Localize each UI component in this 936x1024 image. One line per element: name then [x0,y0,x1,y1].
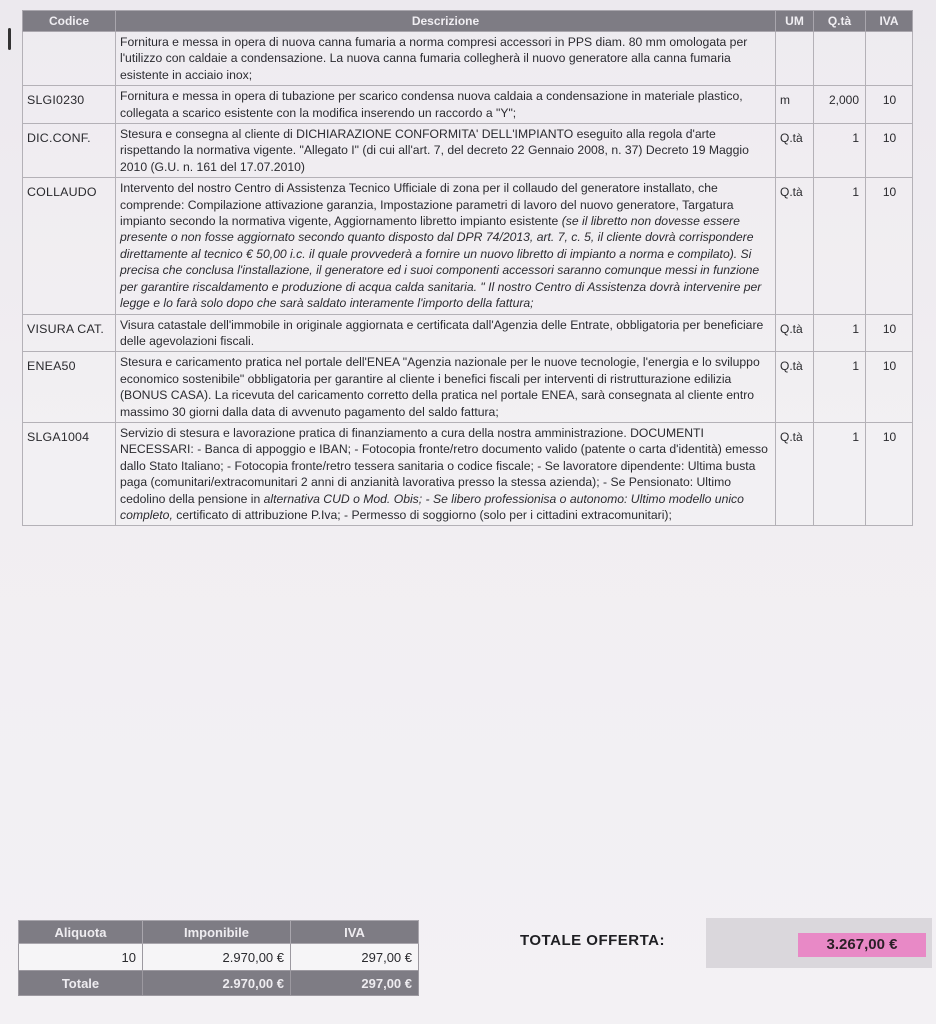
row-um: Q.tà [776,422,814,525]
summary-header-row [19,921,419,944]
row-qta: 1 [814,352,866,423]
header-um: UM [776,11,814,32]
summary-total-imponibile: 2.970,00 € [143,971,291,996]
header-iva: IVA [866,11,913,32]
summary-total-row [19,971,419,996]
table-row [23,32,913,86]
summary-imponibile: 2.970,00 € [143,944,291,971]
items-header-row [23,11,913,32]
row-qta: 1 [814,124,866,178]
row-description-part: Intervento del nostro Centro di Assistenza Tecnico Ufficiale di zona per il collaudo del generatore installato, che comprende: Compilazione attivazione garanzia, Impostazione parametri di lavoro del nuovo generatore, Targatura impianto secondo la normativa vigente, Aggiornamento libretto impianto esistente [120,181,734,229]
row-iva: 10 [866,124,913,178]
row-um: Q.tà [776,352,814,423]
row-iva: 10 [866,178,913,314]
row-code: ENEA50 [23,352,116,423]
row-um: Q.tà [776,178,814,314]
table-row [23,314,913,352]
table-row [23,86,913,124]
totale-offerta-label: TOTALE OFFERTA: [520,932,665,949]
row-description-italic-part: (se il libretto non dovesse essere presente o non fosse aggiornato secondo quanto disposto dal DPR 74/2013, art. 7, c. 5, il cliente dovrà corrispondere direttamente al tecnico € 50,00 i.c. il quale provvederà a fornire un nuovo libretto di impianto a norma e compilato). Si precisa che conclusa l'installazione, il generatore ed i suoi componenti accessori saranno comunque messi in funzione per garantire riscaldamento e produzione di acqua calda sanitaria. " Il nostro Centro di Assistenza dovrà intervenire per legge e lo farà solo dopo che sarà saldato interamente l'importo della fattura; [120,214,762,311]
page-edge-mark [8,28,11,50]
row-description [116,422,776,525]
offer-items-table [22,10,913,526]
row-iva: 10 [866,314,913,352]
row-qta [814,32,866,86]
row-code: SLGI0230 [23,86,116,124]
row-description: Fornitura e messa in opera di tubazione per scarico condensa nuova caldaia a condensazione in materiale plastico, collegata a scarico esistente con la modifica inserendo un raccordo a "Y"; [116,86,776,124]
header-summary-iva: IVA [291,921,419,944]
row-description-part: certificato di attribuzione P.Iva; - Permesso di soggiorno (solo per i cittadini extracomunitari); [172,507,672,522]
header-qta: Q.tà [814,11,866,32]
row-um: Q.tà [776,314,814,352]
row-code: DIC.CONF. [23,124,116,178]
row-code [23,32,116,86]
row-um: Q.tà [776,124,814,178]
table-row [23,178,913,314]
header-descrizione: Descrizione [116,11,776,32]
table-row [23,124,913,178]
row-description: Stesura e consegna al cliente di DICHIARAZIONE CONFORMITA' DELL'IMPIANTO eseguito alla regola d'arte rispettando la normativa vigente. "Allegato I" (di cui all'art. 7, del decreto 22 Gennaio 2008, n. 37) Decreto 19 Maggio 2010 (G.U. n. 161 del 17.07.2010) [116,124,776,178]
header-aliquota: Aliquota [19,921,143,944]
row-description [116,178,776,314]
header-codice: Codice [23,11,116,32]
row-qta: 2,000 [814,86,866,124]
table-row [23,422,913,525]
vat-summary-table [18,920,419,996]
summary-total-label: Totale [19,971,143,996]
row-description: Fornitura e messa in opera di nuova canna fumaria a norma compresi accessori in PPS diam. 80 mm omologata per l'utilizzo con caldaie a condensazione. La nuova canna fumaria collegherà il nuovo generatore alla canna fumaria esistente in acciaio inox; [116,32,776,86]
row-qta: 1 [814,178,866,314]
row-iva: 10 [866,352,913,423]
row-description: Stesura e caricamento pratica nel portale dell'ENEA "Agenzia nazionale per le nuove tecnologie, l'energia e lo sviluppo economico sostenibile" obbligatoria per garantire al cliente i benefici fiscali per interventi di ristrutturazione edilizia (BONUS CASA). La ricevuta del caricamento corretto della pratica nel portale ENEA, sarà consegnata al cliente entro massimo 30 giorni dalla data di avvenuto pagamento del saldo fattura; [116,352,776,423]
row-code: VISURA CAT. [23,314,116,352]
summary-total-iva: 297,00 € [291,971,419,996]
totale-offerta-value: 3.267,00 € [798,933,926,957]
row-qta: 1 [814,314,866,352]
row-description-part: Servizio di stesura e lavorazione pratica di finanziamento a cura della nostra amministrazione. DOCUMENTI NECESSARI: - Banca di appoggio e IBAN; - Fotocopia fronte/retro documento valido (patente o carta d'identità) emesso dallo Stato Italiano; - Fotocopia fronte/retro tessera sanitaria o codice fiscale; - Se lavoratore dipendente: Ultima busta paga (comunitari/extracomunitari 2 anni di anzianità lavorativa presso la stessa azienda); - Se Pensionato: Ultimo cedolino della pensione in [120,425,768,506]
row-description: Visura catastale dell'immobile in originale aggiornata e certificata dall'Agenzia delle Entrate, obbligatoria per beneficiare delle agevolazioni fiscali. [116,314,776,352]
summary-iva: 297,00 € [291,944,419,971]
summary-aliquota: 10 [19,944,143,971]
row-iva [866,32,913,86]
summary-row [19,944,419,971]
table-row [23,352,913,423]
row-um: m [776,86,814,124]
row-code: COLLAUDO [23,178,116,314]
row-iva: 10 [866,422,913,525]
row-qta: 1 [814,422,866,525]
row-iva: 10 [866,86,913,124]
row-um [776,32,814,86]
header-imponibile: Imponibile [143,921,291,944]
row-description-italic-part: alternativa CUD o Mod. Obis; - Se libero professionisa o autonomo: Ultimo modello unico completo, [120,491,744,522]
row-code: SLGA1004 [23,422,116,525]
